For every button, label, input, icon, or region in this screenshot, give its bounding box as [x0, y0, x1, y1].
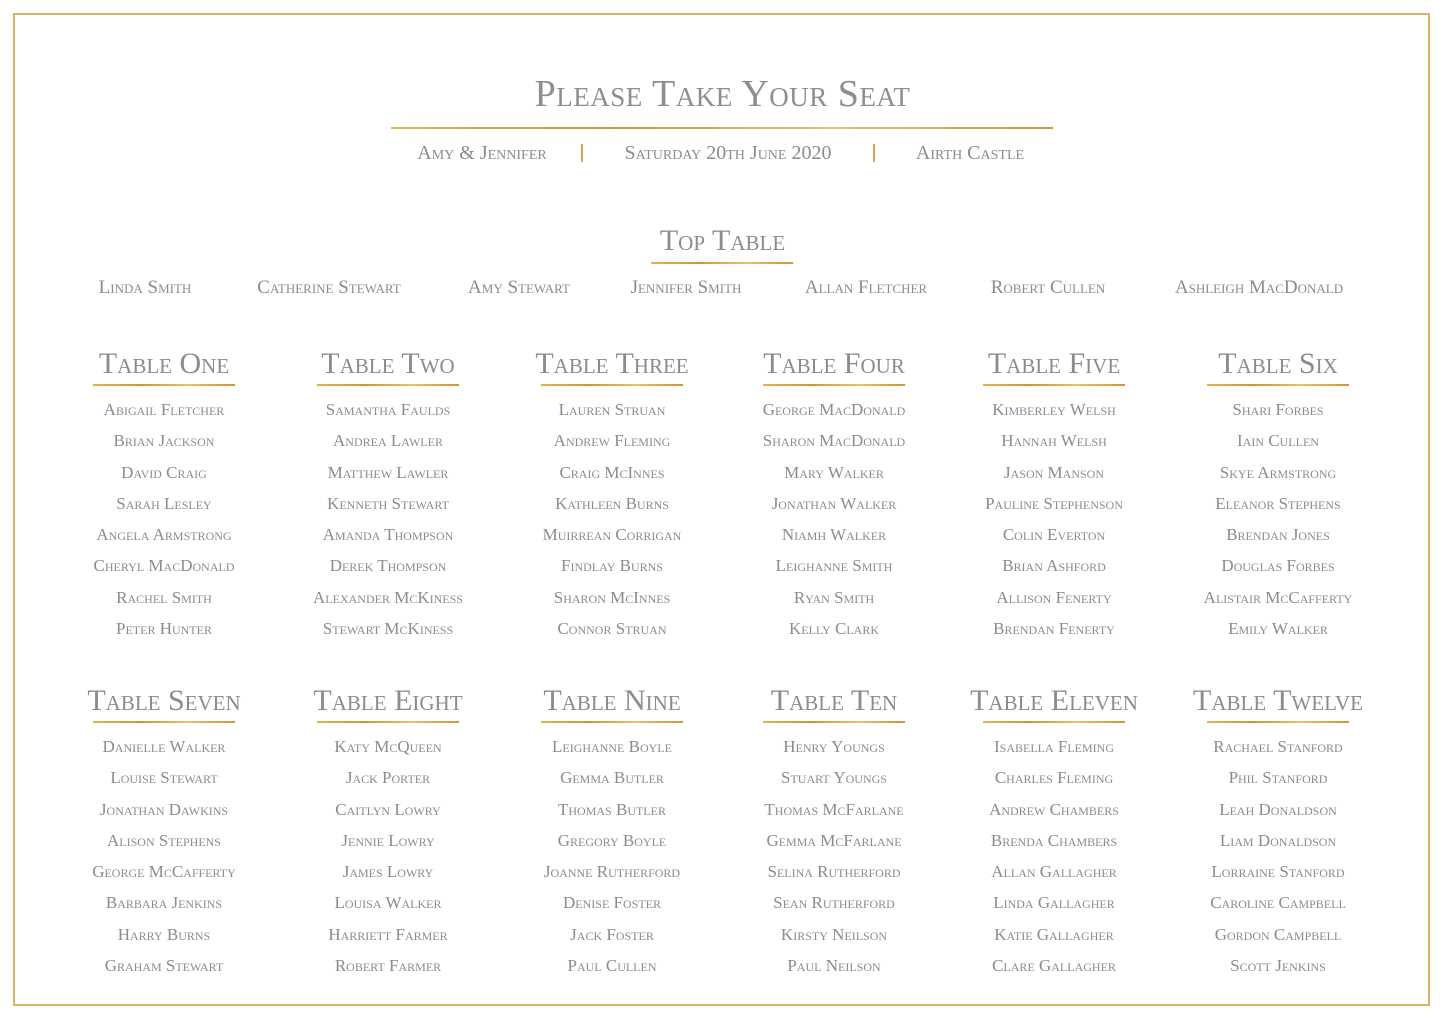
guest-name: Craig McInnes	[559, 462, 665, 482]
guest-name: Amanda Thompson	[322, 525, 454, 545]
title-divider	[391, 127, 1053, 129]
top-table-guest: Amy Stewart	[468, 277, 570, 298]
event-date: Saturday 20th June 2020	[624, 142, 832, 164]
guest-name: Danielle Walker	[102, 737, 226, 756]
guest-name: Andrew Fleming	[553, 431, 671, 451]
guest-name: Iain Cullen	[1237, 431, 1319, 451]
guest-name: Lauren Struan	[558, 400, 666, 419]
guest-name: Liam Donaldson	[1219, 830, 1337, 850]
table-card	[54, 344, 274, 644]
guest-name: Andrea Lawler	[333, 431, 443, 451]
table-title: Table Eight	[313, 684, 463, 717]
guest-name: Emily Walker	[1228, 619, 1328, 639]
table-underline	[763, 721, 905, 723]
guest-name: Jack Porter	[345, 768, 431, 788]
guest-name: Hannah Welsh	[1001, 431, 1107, 451]
guest-name: Abigail Fletcher	[103, 400, 225, 419]
guest-name: Isabella Fleming	[993, 737, 1115, 756]
guest-name: Harry Burns	[117, 924, 211, 944]
guest-name: Leighanne Smith	[775, 556, 893, 576]
guest-name: Brian Jackson	[113, 431, 215, 451]
guest-name: Alexander McKiness	[313, 587, 463, 607]
guest-name: Kathleen Burns	[555, 493, 669, 513]
guest-name: Niamh Walker	[781, 525, 887, 545]
guest-name: Stewart McKiness	[322, 619, 454, 639]
guest-name: Clare Gallagher	[992, 956, 1116, 976]
guest-name: Gregory Boyle	[557, 830, 667, 850]
guest-name: Andrew Chambers	[989, 799, 1119, 819]
table-underline	[1207, 384, 1349, 386]
table-title: Table Eleven	[970, 684, 1138, 717]
guest-name: Jason Manson	[1004, 462, 1104, 482]
table-underline	[541, 384, 683, 386]
guest-name: Denise Foster	[563, 893, 661, 913]
guest-name: Skye Armstrong	[1219, 462, 1337, 482]
guest-name: Lorraine Stanford	[1211, 862, 1345, 882]
table-card	[278, 344, 498, 644]
guest-name: Kelly Clark	[789, 619, 879, 639]
guest-name: Douglas Forbes	[1221, 556, 1335, 576]
guest-name: Rachael Stanford	[1213, 737, 1343, 756]
separator	[873, 144, 875, 162]
top-table-underline	[651, 262, 793, 264]
table-underline	[317, 384, 459, 386]
guest-name: Pauline Stephenson	[985, 493, 1123, 513]
guest-name: Jonathan Walker	[771, 493, 897, 513]
table-underline	[1207, 721, 1349, 723]
venue: Airth Castle	[915, 142, 1025, 164]
top-table-guest: Allan Fletcher	[804, 277, 928, 298]
table-title: Table Seven	[87, 684, 241, 717]
table-underline	[983, 384, 1125, 386]
guest-name: Kenneth Stewart	[327, 493, 449, 513]
guest-name: Connor Struan	[557, 619, 667, 639]
table-card	[724, 681, 944, 981]
guest-name: Jonathan Dawkins	[99, 799, 229, 819]
guest-name: Leighanne Boyle	[552, 737, 672, 756]
guest-name: Stuart Youngs	[781, 768, 887, 788]
table-card	[1168, 681, 1388, 981]
table-underline	[93, 384, 235, 386]
table-title: Table One	[98, 347, 230, 380]
guest-name: Caitlyn Lowry	[335, 799, 441, 819]
guest-name: Caroline Campbell	[1210, 893, 1346, 913]
table-card	[502, 344, 722, 644]
couple-names: Amy & Jennifer	[417, 142, 547, 164]
guest-name: Colin Everton	[1002, 525, 1106, 545]
page-title: Please Take Your Seat	[534, 73, 911, 115]
guest-name: Sharon McInnes	[553, 587, 671, 607]
guest-name: Katie Gallagher	[994, 924, 1114, 944]
guest-name: Louise Stewart	[110, 768, 218, 788]
guest-name: Jack Foster	[570, 924, 654, 944]
guest-name: Paul Neilson	[787, 956, 881, 976]
guest-name: Phil Stanford	[1228, 768, 1328, 788]
guest-name: Angela Armstrong	[96, 525, 232, 545]
guest-name: Katy McQueen	[334, 737, 442, 756]
guest-name: Linda Gallagher	[993, 893, 1115, 913]
top-table-guest: Ashleigh MacDonald	[1174, 277, 1344, 298]
guest-name: Allan Gallagher	[991, 862, 1117, 882]
guest-name: James Lowry	[342, 862, 434, 882]
table-title: Table Ten	[770, 684, 898, 717]
guest-name: Gemma Butler	[560, 768, 664, 788]
guest-name: Selina Rutherford	[767, 862, 901, 882]
table-title: Table Four	[763, 347, 905, 380]
guest-name: Findlay Burns	[561, 556, 663, 576]
table-underline	[541, 721, 683, 723]
guest-name: Leah Donaldson	[1219, 799, 1337, 819]
guest-name: Samantha Faulds	[325, 400, 451, 419]
table-underline	[93, 721, 235, 723]
guest-name: Thomas McFarlane	[764, 799, 904, 819]
guest-name: Brenda Chambers	[990, 830, 1118, 850]
top-table-guest: Robert Cullen	[990, 277, 1106, 298]
guest-name: Derek Thompson	[329, 556, 447, 576]
guest-name: Louisa Walker	[334, 893, 442, 913]
guest-name: Jennie Lowry	[341, 830, 435, 850]
guest-name: Harriett Farmer	[328, 924, 448, 944]
table-title: Table Five	[987, 347, 1121, 380]
guest-name: Joanne Rutherford	[543, 862, 681, 882]
table-title: Table Six	[1218, 347, 1338, 380]
table-title: Table Three	[535, 347, 689, 380]
top-table-guest: Catherine Stewart	[257, 277, 401, 298]
guest-name: Kimberley Welsh	[992, 400, 1116, 419]
table-card	[944, 681, 1164, 981]
guest-name: Ryan Smith	[793, 587, 875, 607]
table-title: Table Twelve	[1193, 684, 1363, 717]
guest-name: Allison Fenerty	[996, 587, 1112, 607]
guest-name: Eleanor Stephens	[1215, 493, 1341, 513]
table-card	[278, 681, 498, 981]
table-title: Table Two	[321, 347, 455, 380]
guest-name: Shari Forbes	[1232, 400, 1324, 419]
guest-name: Henry Youngs	[783, 737, 885, 756]
top-table-title: Top Table	[659, 224, 786, 257]
guest-name: Scott Jenkins	[1230, 956, 1326, 976]
table-card	[54, 681, 274, 981]
guest-name: Barbara Jenkins	[105, 893, 223, 913]
guest-name: Paul Cullen	[567, 956, 657, 976]
guest-name: Thomas Butler	[558, 799, 666, 819]
table-card	[944, 344, 1164, 644]
guest-name: Cheryl MacDonald	[93, 556, 235, 576]
top-table-guest: Linda Smith	[98, 277, 192, 298]
guest-name: Sharon MacDonald	[762, 431, 906, 451]
table-underline	[763, 384, 905, 386]
guest-name: Rachel Smith	[116, 587, 212, 607]
guest-name: Alistair McCafferty	[1203, 587, 1353, 607]
guest-name: David Craig	[121, 462, 207, 482]
guest-name: Gemma McFarlane	[766, 830, 902, 850]
guest-name: Peter Hunter	[116, 619, 212, 639]
table-card	[502, 681, 722, 981]
guest-name: Sarah Lesley	[116, 493, 212, 513]
table-title: Table Nine	[543, 684, 681, 717]
guest-name: Charles Fleming	[994, 768, 1114, 788]
guest-name: Brian Ashford	[1002, 556, 1106, 576]
guest-name: Matthew Lawler	[327, 462, 449, 482]
guest-name: Brendan Jones	[1226, 525, 1330, 545]
guest-name: Kirsty Neilson	[780, 924, 888, 944]
guest-name: Mary Walker	[784, 462, 884, 482]
guest-name: Muirrean Corrigan	[542, 525, 682, 545]
guest-name: Robert Farmer	[334, 956, 442, 976]
top-table-guest: Jennifer Smith	[630, 277, 742, 298]
table-underline	[983, 721, 1125, 723]
table-card	[724, 344, 944, 644]
guest-name: Gordon Campbell	[1214, 924, 1342, 944]
guest-name: Brendan Fenerty	[993, 619, 1115, 639]
table-underline	[317, 721, 459, 723]
guest-name: Graham Stewart	[104, 956, 224, 976]
table-card	[1168, 344, 1388, 644]
guest-name: George McCafferty	[92, 862, 236, 882]
guest-name: George MacDonald	[762, 400, 906, 419]
guest-name: Sean Rutherford	[773, 893, 895, 913]
separator	[581, 144, 583, 162]
guest-name: Alison Stephens	[107, 830, 221, 850]
